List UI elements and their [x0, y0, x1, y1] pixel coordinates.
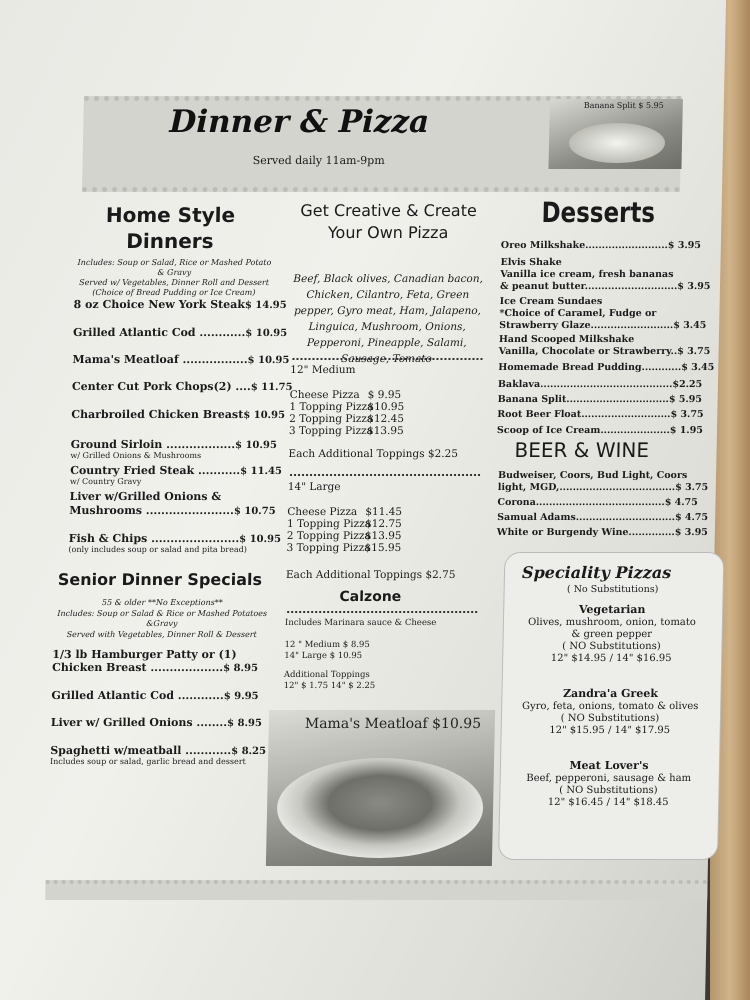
- menu-item: [71, 408, 285, 421]
- pizza-toppings-list: Beef, Black olives, Canadian bacon, Chicken, Cilantro, Feta, Green pepper, Gyro meat, Ham, Jalapeno, Linguica, Mushroom, Onions, Pepperoni, Pineapple, Salami, Sausage, Tomato: [293, 273, 484, 365]
- menu-item-name: Liver w/Grilled Onions &: [69, 490, 222, 503]
- divider: [290, 474, 480, 476]
- dessert-item: Oreo Milkshake.........................$ 3.95: [500, 240, 702, 251]
- speciality-pizza-desc: ( NO Substitutions): [562, 641, 661, 652]
- menu-item-price: $ 11.75: [250, 382, 293, 393]
- speciality-pizza-name: [501, 688, 719, 701]
- pizza-size-price: $13.95: [366, 425, 404, 437]
- menu-item: [50, 744, 266, 757]
- speciality-subtitle: ( No Substitutions): [566, 584, 659, 595]
- speciality-pizza-desc: Gyro, feta, onions, tomato & olives: [521, 701, 699, 712]
- meatloaf-photo: [266, 710, 495, 866]
- menu-item-name: Center Cut Pork Chops(2): [71, 380, 232, 393]
- menu-item-name: Mama's Meatloaf: [72, 353, 179, 366]
- dessert-item: *Choice of Caramel, Fudge or: [499, 308, 657, 319]
- senior-specials-heading: Senior Dinner Specials: [57, 570, 263, 589]
- menu-item-leader: .................: [178, 353, 248, 366]
- banana-split-photo: [548, 99, 682, 169]
- menu-title: Dinner & Pizza: [169, 104, 430, 140]
- menu-item-price: $ 8.95: [223, 663, 259, 674]
- menu-item-name: Grilled Atlantic Cod: [72, 326, 196, 339]
- speciality-pizza-name: [500, 760, 718, 773]
- menu-item-price: $ 9.95: [223, 691, 259, 702]
- menu-item-price: $ 10.95: [247, 355, 290, 366]
- beer-wine-item: Budweiser, Coors, Bud Light, Coors: [497, 470, 688, 481]
- divider: [287, 611, 477, 613]
- menu-item-leader: ..................: [162, 438, 236, 451]
- home-style-note-2: Served w/ Vegetables, Dinner Roll and Dessert (Choice of Bread Pudding or Ice Cream): [79, 278, 270, 297]
- menu-item-price: $ 14.95: [244, 300, 287, 311]
- speciality-pizza-desc: Olives, mushroom, onion, tomato: [527, 617, 696, 628]
- dessert-item: & peanut butter............................$ 3.95: [499, 281, 711, 292]
- speciality-pizza-desc: Beef, pepperoni, sausage & ham: [526, 773, 692, 784]
- home-style-note: Includes: Soup or Salad, Rice or Mashed Potato & Gravy: [77, 258, 272, 277]
- menu-item-leader: ............: [181, 744, 232, 757]
- dessert-item: Elvis Shake: [500, 257, 562, 268]
- menu-item-name: Liver w/ Grilled Onions: [50, 716, 193, 729]
- beer-wine-item: light, MGD,...................................$ 3.75: [497, 482, 709, 493]
- menu-item: [72, 380, 293, 393]
- pizza-size-name: 1 Topping Pizza: [286, 518, 372, 530]
- dessert-item: Root Beer Float...........................$ 3.75: [497, 409, 704, 420]
- dessert-item: Baklava........................................$2.25: [497, 379, 703, 390]
- pizza-size-name: 2 Topping Pizza: [289, 413, 374, 425]
- speciality-pizza-desc: & green pepper: [571, 629, 653, 640]
- speciality-pizza-price: 12" $16.45 / 14" $18.45: [547, 797, 669, 808]
- menu-item-leader: ............: [195, 326, 246, 339]
- menu-item-note: (only includes soup or salad and pita bread): [68, 545, 247, 554]
- menu-item: [72, 353, 289, 366]
- senior-includes-note: Includes: Soup or Salad & Rice or Mashed Potatoes &Gravy: [57, 609, 268, 628]
- menu-item: [69, 504, 276, 517]
- pizza-heading: Get Creative & Create Your Own Pizza: [300, 201, 478, 242]
- dessert-item: Vanilla, Chocolate or Strawberry..$ 3.75: [498, 346, 711, 357]
- menu-item-leader: ........: [192, 716, 228, 729]
- pizza-size-price: $11.45: [365, 506, 403, 518]
- medium-extra-toppings: Each Additional Toppings $2.25: [288, 448, 459, 460]
- home-style-heading: Home Style Dinners: [105, 203, 236, 253]
- menu-item-name: Grilled Atlantic Cod: [51, 689, 175, 702]
- menu-item-name: Ground Sirloin: [70, 438, 163, 451]
- menu-item-note: Includes soup or salad, garlic bread and dessert: [49, 757, 246, 766]
- menu-item-price: $ 8.25: [231, 746, 267, 757]
- calzone-heading: Calzone: [339, 589, 402, 605]
- speciality-pizza-title: Meat Lover's: [569, 759, 649, 772]
- speciality-pizza-desc: ( NO Substitutions): [560, 713, 660, 724]
- calzone-large: 14" Large $ 10.95: [284, 651, 363, 661]
- calzone-medium: 12 " Medium $ 8.95: [284, 640, 370, 650]
- menu-item-name: Charbroiled Chicken Breast: [71, 408, 244, 421]
- calzone-additional-label: Additional Toppings: [283, 670, 370, 680]
- dessert-item: Ice Cream Sundaes: [499, 296, 603, 307]
- menu-item-price: $ 10.75: [233, 506, 276, 517]
- menu-item-price: $ 10.95: [239, 534, 282, 545]
- medium-size-label: 12" Medium: [290, 364, 356, 376]
- menu-item-price: $ 10.95: [243, 410, 286, 421]
- beer-wine-item: White or Burgendy Wine..............$ 3.95: [496, 527, 708, 538]
- menu-item: [73, 298, 286, 311]
- menu-item-name: Spaghetti w/meatball: [50, 744, 182, 757]
- senior-age-note: 55 & older **No Exceptions**: [101, 598, 223, 607]
- footer-banner: [45, 880, 707, 900]
- large-size-label: 14" Large: [287, 481, 341, 493]
- pizza-size-name: 1 Topping Pizza: [289, 401, 374, 413]
- pizza-size-name: Cheese Pizza: [287, 506, 358, 518]
- menu-item-name: Chicken Breast: [51, 661, 147, 674]
- speciality-pizza-desc: ( NO Substitutions): [559, 785, 658, 796]
- menu-item: [73, 326, 287, 339]
- dessert-item: Strawberry Glaze.........................$ 3.45: [499, 320, 707, 331]
- dessert-item: Homemade Bread Pudding............$ 3.45: [498, 362, 715, 373]
- menu-item-price: $ 11.45: [240, 466, 283, 477]
- speciality-pizza-price: 12" $14.95 / 14" $16.95: [550, 653, 672, 664]
- pizza-size-name: 3 Topping Pizza: [286, 542, 371, 554]
- dessert-item: Hand Scooped Milkshake: [498, 334, 635, 345]
- menu-item-leader: ....: [231, 380, 251, 393]
- menu-item: [51, 689, 258, 702]
- menu-item: [69, 532, 282, 545]
- photo-caption: Banana Split $ 5.95: [583, 101, 664, 110]
- menu-item: [69, 490, 221, 503]
- menu-item: [52, 648, 237, 661]
- speciality-pizzas-heading: Speciality Pizzas: [521, 563, 672, 582]
- menu-item: [71, 438, 277, 451]
- menu-item-name: Country Fried Steak: [70, 464, 195, 477]
- menu-item-note: w/ Grilled Onions & Mushrooms: [70, 451, 202, 460]
- menu-item-note: w/ Country Gravy: [69, 477, 142, 486]
- menu-item-leader: .......................: [141, 504, 235, 517]
- pizza-size-price: $15.95: [364, 542, 402, 554]
- pizza-size-price: $12.75: [364, 518, 402, 530]
- speciality-pizza-title: Vegetarian: [578, 603, 646, 616]
- menu-item-leader: ...................: [146, 661, 224, 674]
- desserts-heading: Desserts: [541, 196, 656, 229]
- calzone-additional-prices: 12" $ 1.75 14" $ 2.25: [283, 681, 376, 691]
- menu-item-price: $ 8.95: [226, 718, 263, 729]
- large-extra-toppings: Each Additional Toppings $2.75: [285, 569, 456, 581]
- menu-item-price: $ 10.95: [245, 328, 288, 339]
- beer-wine-item: Corona.......................................$ 4.75: [497, 497, 698, 508]
- menu-item: [51, 716, 262, 729]
- menu-item-name: Fish & Chips: [68, 532, 148, 545]
- menu-item-name: 1/3 lb Hamburger Patty or (1): [52, 648, 237, 661]
- menu-item-price: $ 10.95: [234, 440, 277, 451]
- pizza-size-price: $12.45: [367, 413, 405, 425]
- dessert-item: Banana Split...............................$ 5.95: [497, 394, 703, 405]
- pizza-size-price: $ 9.95: [367, 389, 402, 401]
- meatloaf-photo-caption: Mama's Meatloaf $10.95: [304, 716, 482, 732]
- menu-item: [70, 464, 282, 477]
- dessert-plate-image: [569, 123, 666, 163]
- menu-item-leader: ............: [173, 689, 224, 702]
- menu-item-name: 8 oz Choice New York Steak: [73, 298, 246, 311]
- pizza-size-price: $10.95: [367, 401, 405, 413]
- pizza-size-name: Cheese Pizza: [289, 389, 360, 401]
- divider: [292, 358, 482, 360]
- speciality-pizza-price: 12" $15.95 / 14" $17.95: [549, 725, 671, 736]
- menu-item-leader: ...........: [194, 464, 241, 477]
- beer-wine-item: Samual Adams..............................$ 4.75: [497, 512, 709, 523]
- pizza-size-name: 2 Topping Pizza: [286, 530, 371, 542]
- menu-item-name: Mushrooms: [69, 504, 143, 517]
- pizza-size-name: 3 Topping Pizza: [288, 425, 374, 437]
- calzone-note: Includes Marinara sauce & Cheese: [284, 618, 437, 628]
- menu-item: [52, 661, 258, 674]
- speciality-pizza-title: Zandra'a Greek: [562, 687, 659, 700]
- dessert-item: Vanilla ice cream, fresh bananas: [500, 269, 674, 280]
- speciality-pizza-name: [503, 604, 721, 617]
- served-hours: Served daily 11am-9pm: [252, 154, 385, 167]
- pizza-size-price: $13.95: [364, 530, 402, 542]
- menu-item-leader: .......................: [147, 532, 240, 545]
- meatloaf-plate-image: [276, 758, 484, 858]
- senior-served-note: Served with Vegetables, Dinner Roll & Dessert: [66, 630, 257, 639]
- beer-wine-heading: BEER & WINE: [514, 438, 650, 462]
- dessert-item: Scoop of Ice Cream.....................$ 1.95: [496, 425, 704, 436]
